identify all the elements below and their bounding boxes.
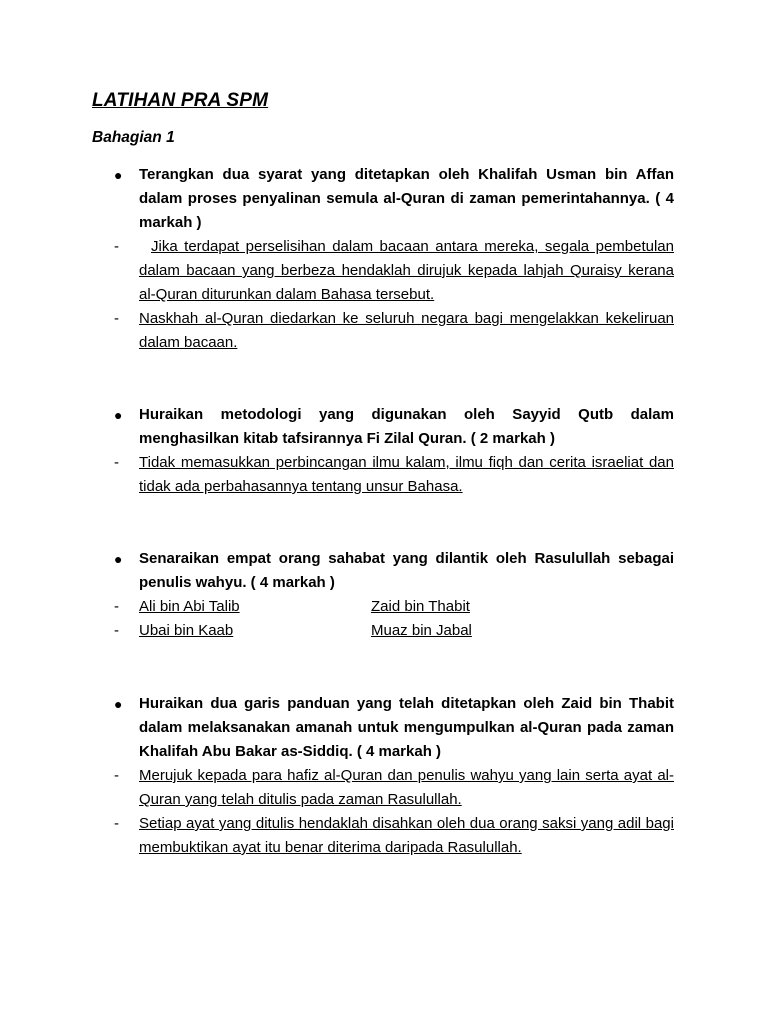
- dash-marker: -: [114, 767, 119, 784]
- sahabat-name: Muaz bin Jabal: [371, 622, 472, 639]
- bullet-marker: ●: [114, 167, 123, 183]
- answer-1-1: Jika terdapat perselisihan dalam bacaan antara mereka, segala pembetulan dalam bacaan yang berbeza hendaklah dirujuk kepada lahjah Quraisy kerana al-Quran diturunkan dalam Bahasa tersebut.: [139, 238, 674, 303]
- bullet-marker: ●: [114, 696, 123, 712]
- question-4: Huraikan dua garis panduan yang telah ditetapkan oleh Zaid bin Thabit dalam melaksanakan amanah untuk mengumpulkan al-Quran pada zaman Khalifah Abu Bakar as-Siddiq. ( 4 markah ): [139, 695, 674, 760]
- question-1: Terangkan dua syarat yang ditetapkan oleh Khalifah Usman bin Affan dalam proses penyalinan semula al-Quran di zaman pemerintahannya. ( 4 markah ): [139, 166, 674, 231]
- dash-marker: -: [114, 815, 119, 832]
- dash-marker: -: [114, 310, 119, 327]
- answer-4-2: Setiap ayat yang ditulis hendaklah disahkan oleh dua orang saksi yang adil bagi membuktikan ayat itu benar diterima daripada Rasulullah.: [139, 815, 674, 856]
- bullet-marker: ●: [114, 551, 123, 567]
- bullet-marker: ●: [114, 407, 123, 423]
- sahabat-name: Ubai bin Kaab: [139, 622, 234, 639]
- dash-marker: -: [114, 598, 119, 615]
- answer-1-2: Naskhah al-Quran diedarkan ke seluruh negara bagi mengelakkan kekeliruan dalam bacaan.: [139, 310, 674, 351]
- dash-marker: -: [114, 238, 119, 255]
- dash-marker: -: [114, 454, 119, 471]
- sahabat-name: Ali bin Abi Talib: [139, 598, 240, 615]
- question-3: Senaraikan empat orang sahabat yang dilantik oleh Rasulullah sebagai penulis wahyu. ( 4 markah ): [139, 550, 674, 591]
- dash-marker: -: [114, 622, 119, 639]
- section-heading: Bahagian 1: [92, 129, 175, 146]
- sahabat-name: Zaid bin Thabit: [371, 598, 470, 615]
- page-title: LATIHAN PRA SPM: [92, 90, 269, 111]
- question-2: Huraikan metodologi yang digunakan oleh Sayyid Qutb dalam menghasilkan kitab tafsirannya Fi Zilal Quran. ( 2 markah ): [139, 406, 674, 447]
- answer-4-1: Merujuk kepada para hafiz al-Quran dan penulis wahyu yang lain serta ayat al-Quran yang telah ditulis pada zaman Rasulullah.: [139, 767, 674, 808]
- answer-2-1: Tidak memasukkan perbincangan ilmu kalam, ilmu fiqh dan cerita israeliat dan tidak ada perbahasannya tentang unsur Bahasa.: [139, 454, 674, 495]
